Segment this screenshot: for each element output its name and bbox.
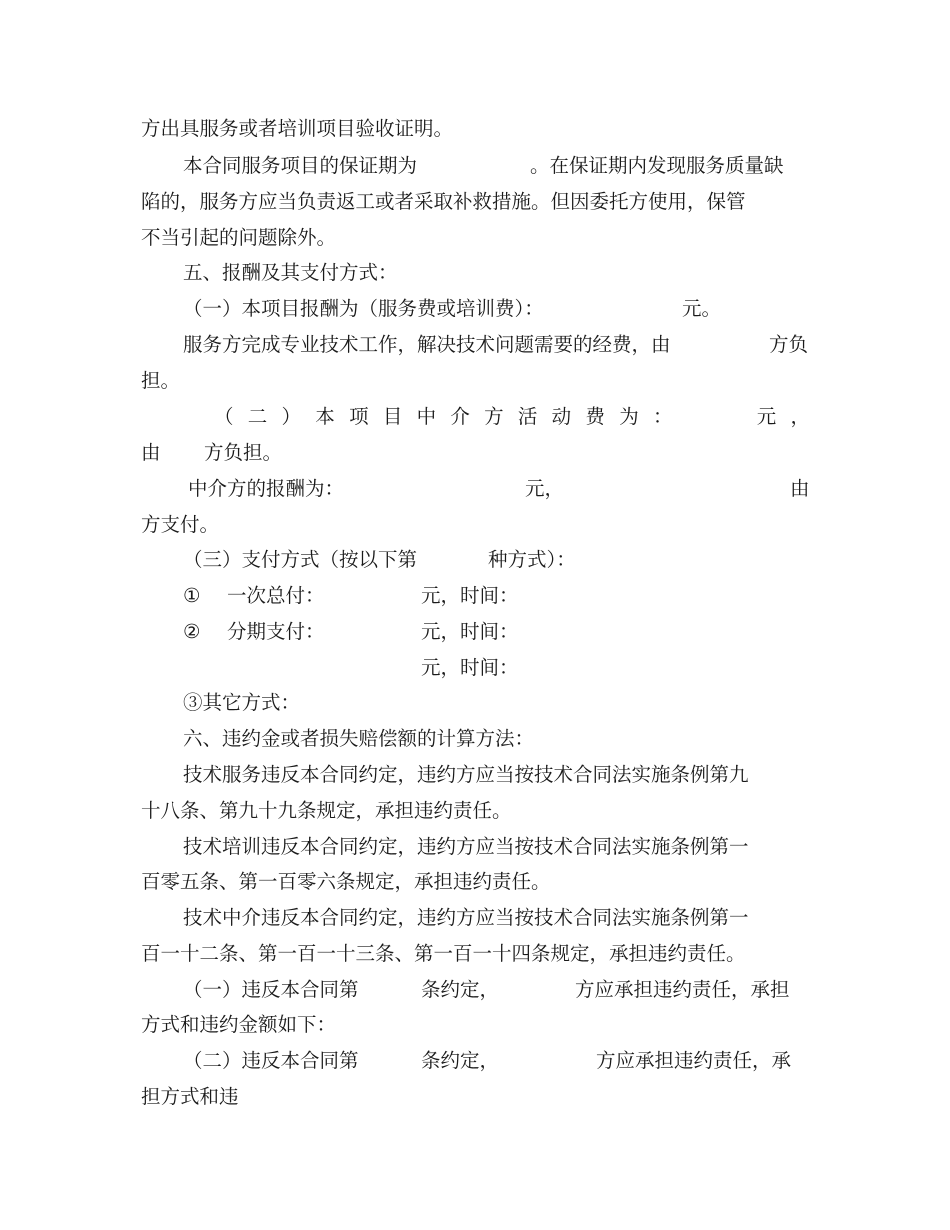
text-line: 担。: [141, 369, 181, 392]
spaced-text-line: [214, 405, 810, 429]
list-marker: ②: [183, 620, 201, 643]
text-line: 技术培训违反本合同约定，违约方应当按技术合同法实施条例第一: [183, 835, 749, 858]
text-line: 十八条、第九十九条规定，承担违约责任。: [141, 799, 512, 822]
text-line: （二）违反本合同第: [183, 1049, 359, 1072]
text-line: 由: [790, 477, 810, 500]
char: ，: [790, 405, 810, 428]
char: 本: [315, 405, 335, 428]
text-line: 服务方完成专业技术工作，解决技术问题需要的经费，由: [183, 333, 671, 356]
text-line: 方式和违约金额如下：: [141, 1013, 337, 1036]
text-line: （一）违反本合同第: [183, 978, 359, 1001]
text-line: 。在保证期内发现服务质量缺: [530, 154, 784, 177]
text-line: 方应承担违约责任，承担: [575, 978, 790, 1001]
section-heading: 五、报酬及其支付方式：: [183, 261, 398, 284]
list-marker: ①: [183, 584, 201, 607]
text-line: 本合同服务项目的保证期为: [183, 154, 418, 177]
text-line: 条约定，: [421, 978, 500, 1001]
char: ：: [652, 405, 673, 428]
text-line: 担方式和违: [141, 1085, 239, 1108]
text-line: （三）支付方式（按以下第: [183, 548, 418, 571]
text-line: 方出具服务或者培训项目验收证明。: [141, 117, 454, 140]
text-line: 百一十二条、第一百一十三条、第一百一十四条规定，承担违约责任。: [141, 942, 746, 965]
text-line: 方支付。: [141, 513, 220, 536]
char: 活: [517, 405, 538, 428]
text-line: 条约定，: [421, 1049, 500, 1072]
text-line: 技术服务违反本合同约定，违约方应当按技术合同法实施条例第九: [183, 763, 749, 786]
char: 中: [416, 405, 437, 428]
char: 二: [247, 405, 268, 428]
section-heading: 六、违约金或者损失赔偿额的计算方法：: [183, 727, 535, 750]
text-line: 陷的，服务方应当负责返工或者采取补救措施。但因委托方使用，保管: [141, 190, 746, 213]
text-line: 由: [141, 441, 161, 464]
char: 费: [585, 405, 605, 428]
char: 目: [382, 405, 403, 428]
char: 介: [450, 405, 470, 428]
char: 动: [551, 405, 572, 428]
char: 元: [756, 405, 777, 428]
text-line: 方负担。: [204, 441, 283, 464]
text-line: 中介方的报酬为：: [188, 477, 345, 500]
text-line: 方应承担违约责任，承: [596, 1049, 792, 1072]
text-line: 百零五条、第一百零六条规定，承担违约责任。: [141, 870, 551, 893]
text-line: 不当引起的问题除外。: [141, 226, 337, 249]
char: （: [214, 405, 234, 428]
char: 项: [349, 405, 369, 428]
text-line: ③其它方式：: [183, 691, 301, 714]
text-line: 元。: [682, 297, 722, 320]
text-line: 元，时间：: [421, 620, 519, 643]
text-line: 种方式）：: [488, 548, 576, 571]
text-line: （一）本项目报酬为（服务费或培训费）：: [183, 297, 544, 320]
text-line: 元，时间：: [421, 656, 519, 679]
char: ）: [281, 405, 302, 428]
text-line: 分期支付：: [227, 620, 325, 643]
char: 为: [619, 405, 639, 428]
text-line: 元，: [525, 477, 565, 500]
text-line: 元，时间：: [421, 584, 519, 607]
text-line: 技术中介违反本合同约定，违约方应当按技术合同法实施条例第一: [183, 906, 749, 929]
text-line: 一次总付：: [227, 584, 325, 607]
text-line: 方负: [769, 333, 809, 356]
char: 方: [484, 405, 504, 428]
